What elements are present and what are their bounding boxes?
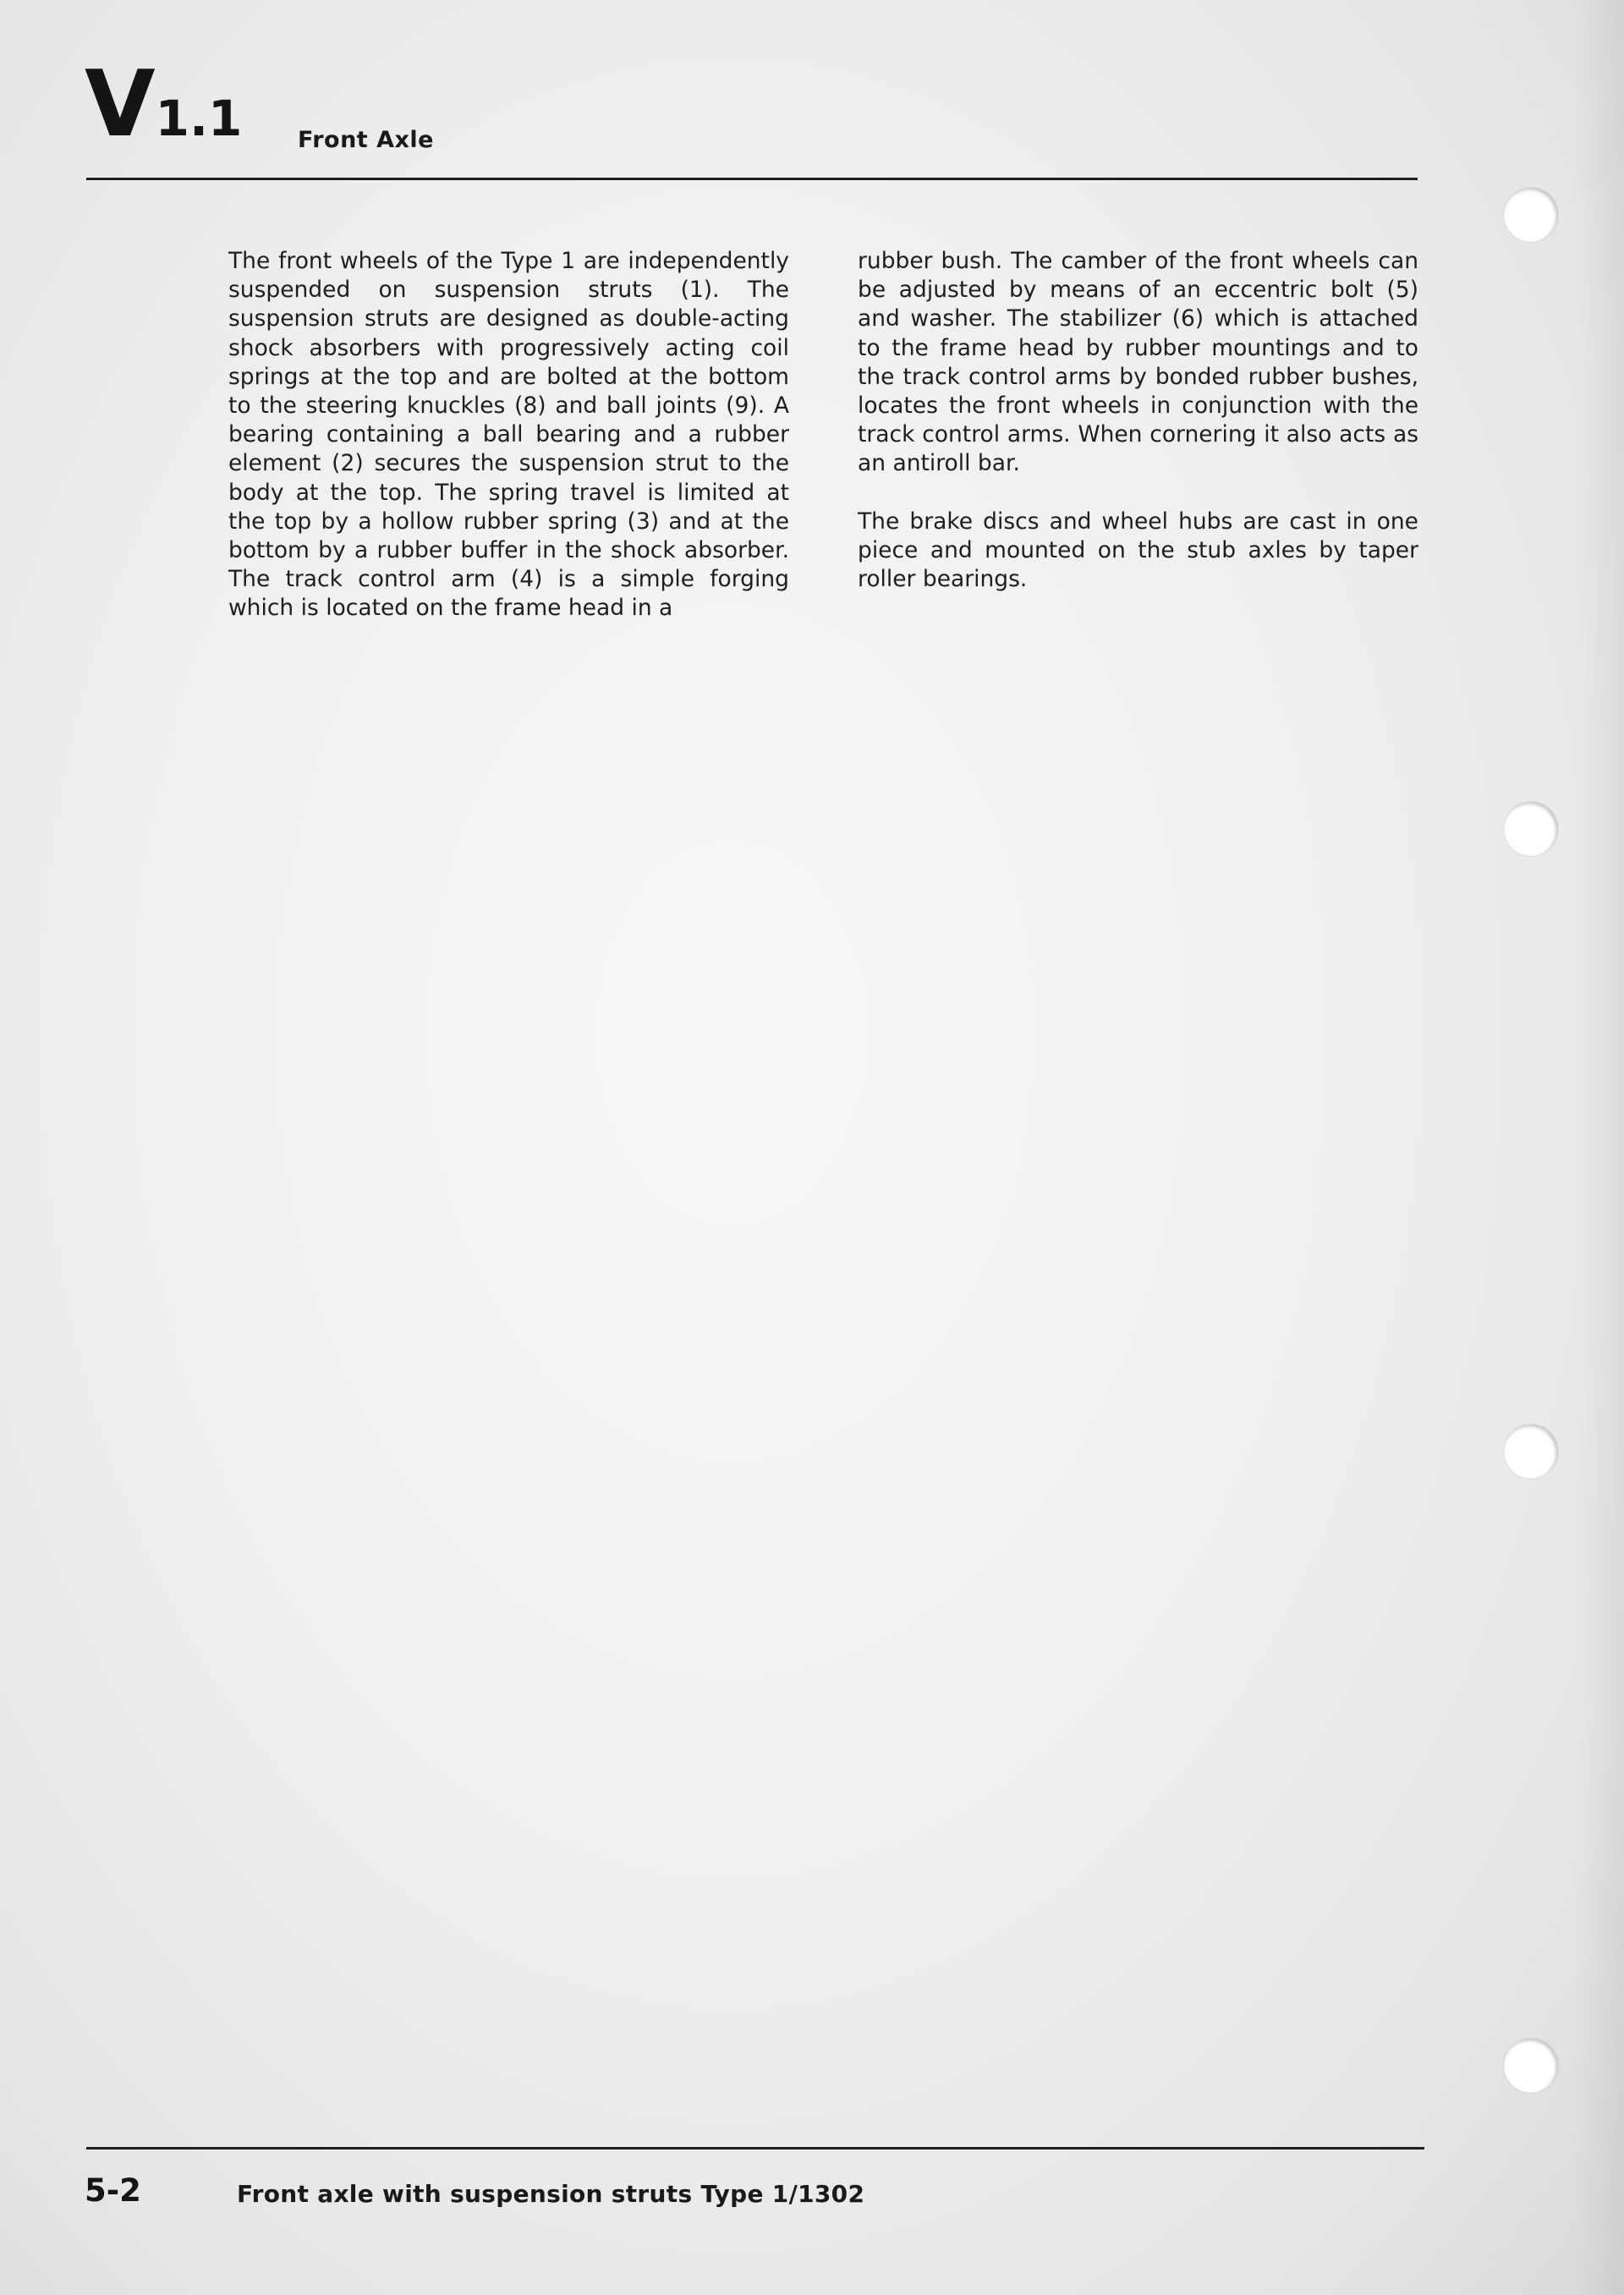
footer-caption: Front axle with suspension struts Type 1/1302 [237, 2180, 865, 2208]
header-rule [86, 178, 1418, 180]
page-edge-shadow [1573, 0, 1624, 2295]
left-paragraph: The front wheels of the Type 1 are independently suspended on suspension struts (1). The suspension struts are designed as double-acting shock absorbers with progressively acting coil springs at the top and are bolted at the bottom to the steering knuckles (8) and ball joints (9). A bearing containing a ball bearing and a rubber element (2) secures the suspension strut to the body at the top. The spring travel is limited at the top by a hollow rubber spring (3) and at the bottom by a rubber buffer in the shock absorber. The track control arm (4) is a simple forging which is located on the frame head in a [228, 248, 789, 622]
right-column [858, 247, 1418, 594]
punch-hole [1504, 2039, 1558, 2093]
section-letter: V [85, 52, 154, 157]
footer-rule [86, 2147, 1424, 2150]
left-column [228, 247, 789, 623]
right-paragraph-1: rubber bush. The camber of the front wheels can be adjusted by means of an eccentric bolt (5) and washer. The stabilizer (6) which is attached to the frame head by rubber mountings and to the track control arms by bonded rubber bushes, locates the front wheels in conjunction with the track control arms. When cornering it also acts as an antiroll bar. [858, 248, 1418, 477]
page-title: Front Axle [298, 127, 434, 153]
section-number: 1.1 [155, 90, 243, 147]
section-code [85, 52, 243, 157]
punch-hole [1504, 188, 1558, 242]
punch-hole [1504, 1425, 1558, 1479]
page-number: 5-2 [85, 2172, 141, 2209]
right-paragraph-2: The brake discs and wheel hubs are cast in one piece and mounted on the stub axles by taper roller bearings. [858, 508, 1418, 593]
punch-hole [1504, 802, 1558, 856]
